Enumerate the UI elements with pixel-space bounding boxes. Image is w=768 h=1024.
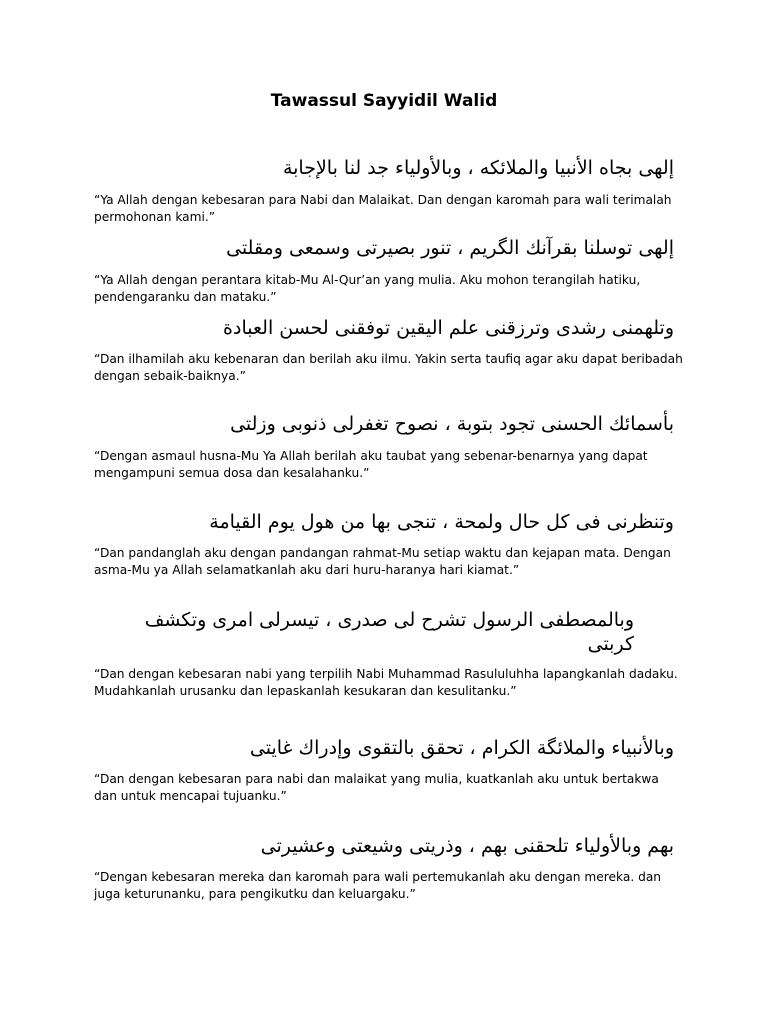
verse-translation-8: “Dengan kebesaran mereka dan karomah para wali pertemukanlah aku dengan mereka. dan juga keturunanku, para pengikutku dan keluargaku.”	[94, 870, 662, 901]
verse-arabic-4: بأسمائك الحسنى تجود بتوبة ، نصوح تغفرلى ذنوبى وزلتى	[230, 413, 674, 435]
verse-translation-2: “Ya Allah dengan perantara kitab-Mu Al-Qur’an yang mulia. Aku mohon terangilah hatiku, pendengaranku dan mataku.”	[94, 273, 641, 304]
verse-arabic-2: إلهى توسلنا بقرآنك الگريم ، تنور بصيرتى وسمعى ومقلتى	[226, 237, 674, 259]
verse-translation-7: “Dan dengan kebesaran para nabi dan malaikat yang mulia, kuatkanlah aku untuk bertakwa dan untuk mencapai tujuanku.”	[94, 772, 659, 803]
verse-arabic-6: وبالمصطفى الرسول تشرح لى صدرى ، تيسرلى امرى وتكشف كربتى	[144, 609, 634, 655]
verse-arabic-1: إلهى بجاه الأنبيا والملائكه ، وبالأولياء جد لنا بالإجابة	[282, 157, 674, 179]
verse-arabic-7: وبالأنبياء والملائگة الكرام ، تحقق بالتقوى وإدراك غايتى	[249, 737, 674, 759]
verse-translation-1: “Ya Allah dengan kebesaran para Nabi dan Malaikat. Dan dengan karomah para wali terimalah permohonan kami.”	[94, 193, 672, 224]
verse-arabic-5: وتنظرنى فى كل حال ولمحة ، تنجى بها من هول يوم القيامة	[209, 511, 674, 533]
document-title: Tawassul Sayyidil Walid	[270, 91, 498, 111]
verse-arabic-3: وتلهمنى رشدى وترزقنى علم اليقين توفقنى لحسن العبادة	[223, 317, 674, 339]
verse-translation-6: “Dan dengan kebesaran nabi yang terpilih Nabi Muhammad Rasululuhha lapangkanlah dadaku. Mudahkanlah urusanku dan lepaskanlah kesukaran dan kesulitanku.”	[94, 667, 678, 698]
verse-translation-4: “Dengan asmaul husna-Mu Ya Allah berilah aku taubat yang sebenar-benarnya yang dapat mengampuni semua dosa dan kesalahanku.”	[94, 449, 648, 480]
verse-translation-3: “Dan ilhamilah aku kebenaran dan berilah aku ilmu. Yakin serta taufiq agar aku dapat beribadah dengan sebaik-baiknya.”	[94, 352, 683, 383]
verse-arabic-8: بهم وبالأولياء تلحقنى بهم ، وذريتى وشيعتى وعشيرتى	[260, 835, 674, 857]
verse-translation-5: “Dan pandanglah aku dengan pandangan rahmat-Mu setiap waktu dan kejapan mata. Dengan asma-Mu ya Allah selamatkanlah aku dari huru-haranya hari kiamat.”	[94, 546, 671, 577]
